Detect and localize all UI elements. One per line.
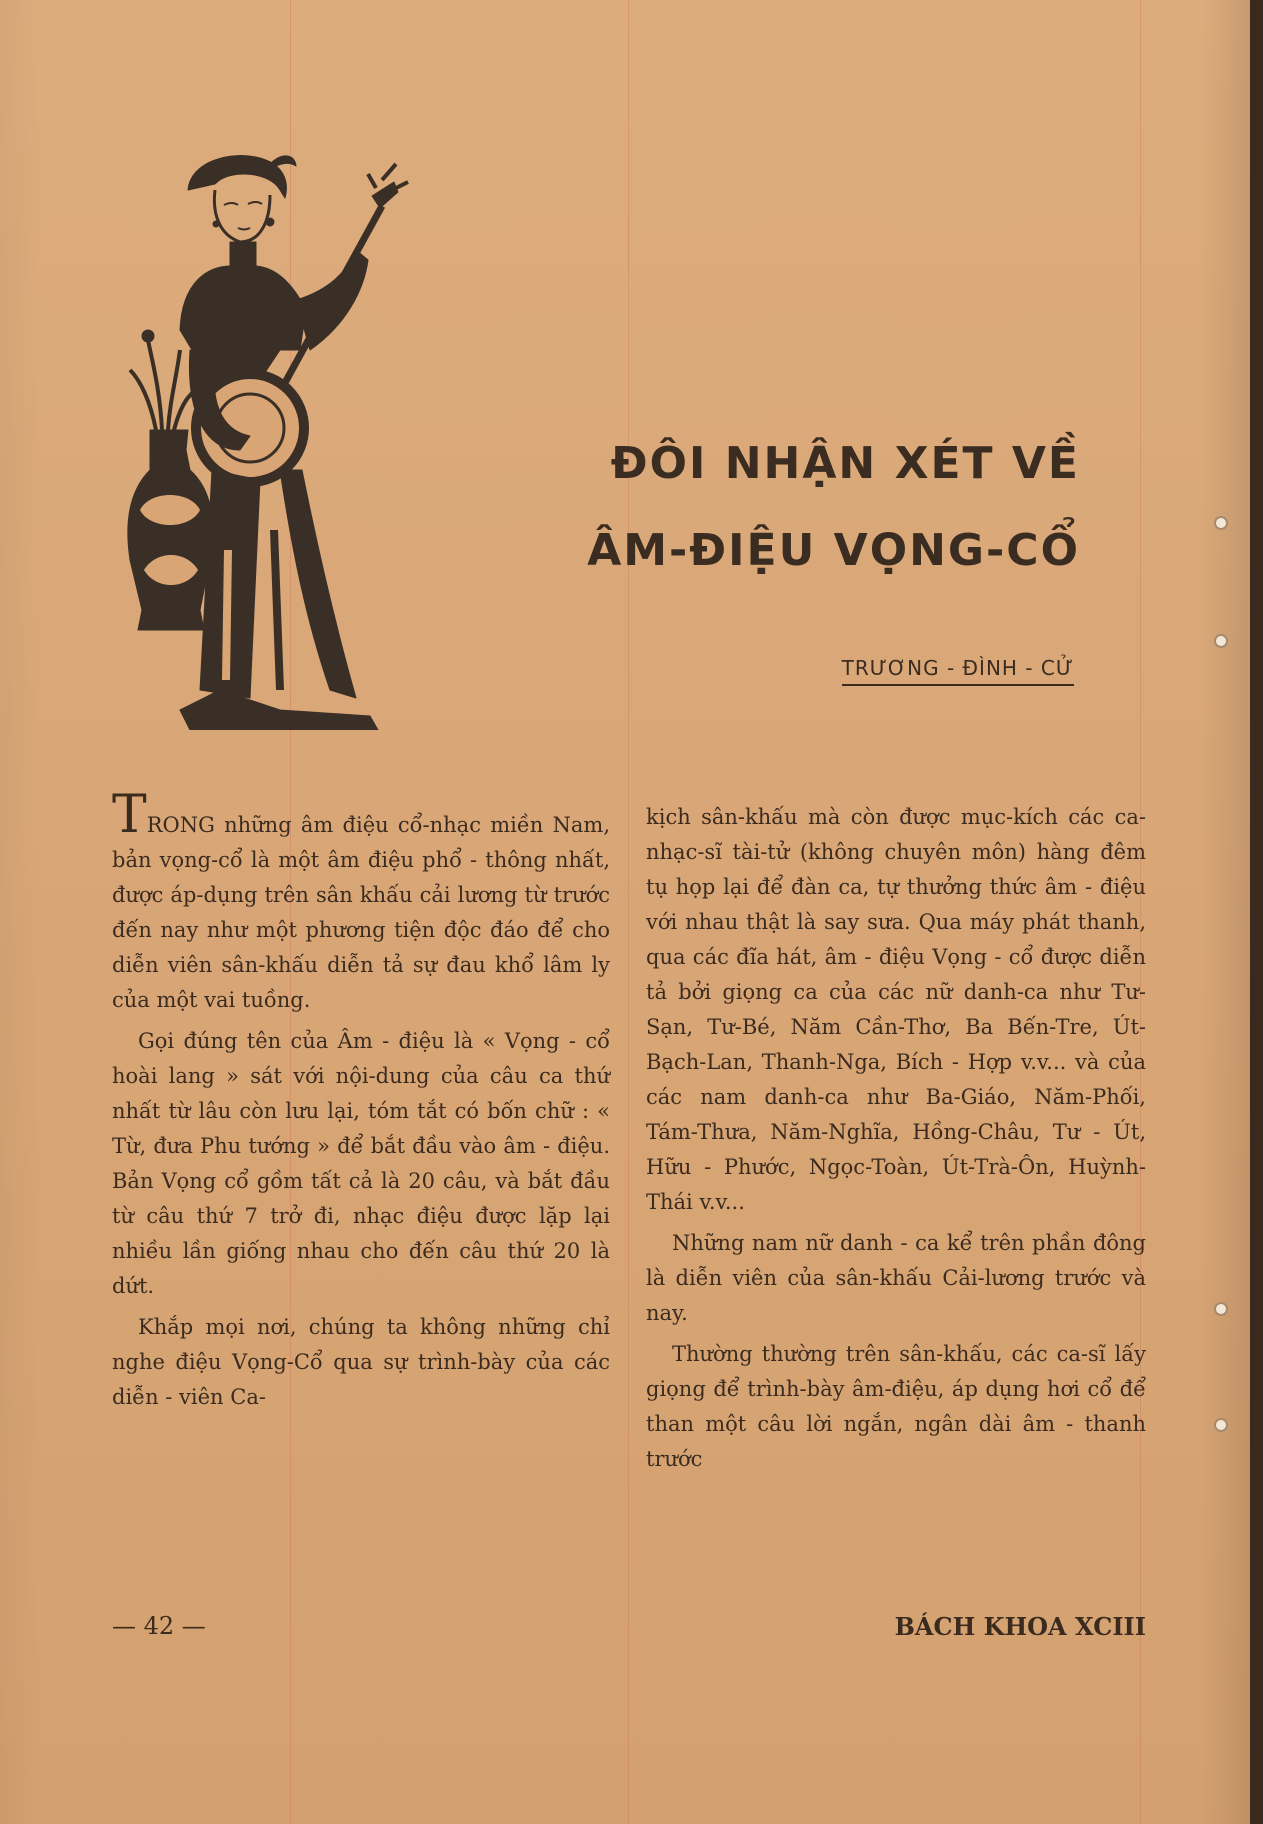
paragraph: Khắp mọi nơi, chúng ta không những chỉ nghe điệu Vọng-Cổ qua sự trình-bày của các diễn - viên Ca- <box>112 1315 610 1409</box>
right-column <box>646 800 1146 1483</box>
paragraph: Thường thường trên sân-khấu, các ca-sĩ lấy giọng để trình-bày âm-điệu, áp dụng hơi cổ để than một câu lời ngắn, ngân dài âm - thanh trước <box>646 1342 1146 1471</box>
binding-hole <box>1214 1302 1228 1316</box>
woman-playing-lute-illustration <box>120 150 440 730</box>
paragraph: Gọi đúng tên của Âm - điệu là « Vọng - cổ hoài lang » sát với nội-dung của câu ca thứ nhất từ lâu còn lưu lại, tóm tắt có bốn chữ : « Từ, đưa Phu tướng » để bắt đầu vào âm - điệu. Bản Vọng cổ gồm tất cả là 20 câu, và bắt đầu từ câu thứ 7 trở đi, nhạc điệu được lặp lại nhiều lần giống nhau cho đến câu thứ 20 là dứt. <box>112 1029 610 1298</box>
paragraph: Những nam nữ danh - ca kể trên phần đông là diễn viên của sân-khấu Cải-lương trước và nay. <box>646 1231 1146 1325</box>
magazine-issue: BÁCH KHOA XCIII <box>894 1612 1146 1641</box>
page-number: — 42 — <box>112 1612 206 1640</box>
article-title <box>560 430 1080 576</box>
paragraph-text: RONG những âm điệu cổ-nhạc miền Nam, bản vọng-cổ là một âm điệu phổ - thông nhất, được áp-dụng trên sân khấu cải lương từ trước đến nay như một phương tiện độc đáo để cho diễn viên sân-khấu diễn tả sự đau khổ lâm ly của một vai tuồng. <box>112 813 610 1012</box>
left-column <box>112 785 610 1421</box>
paper-fold-line <box>628 0 629 1824</box>
paragraph <box>112 785 610 1018</box>
binding-hole <box>1214 634 1228 648</box>
binding-hole <box>1214 1418 1228 1432</box>
binding-hole <box>1214 516 1228 530</box>
title-line-1: ĐÔI NHẬN XÉT VỀ <box>610 438 1080 489</box>
drop-cap: T <box>112 785 147 845</box>
title-line-2: ÂM-ĐIỆU VỌNG-CỔ <box>587 525 1080 576</box>
paragraph: kịch sân-khấu mà còn được mục-kích các ca-nhạc-sĩ tài-tử (không chuyên môn) hàng đêm tụ họp lại để đàn ca, tự thưởng thức âm - điệu với nhau thật là say sưa. Qua máy phát thanh, qua các đĩa hát, âm - điệu Vọng - cổ được diễn tả bởi giọng ca của các nữ danh-ca như Tư-Sạn, Tư-Bé, Năm Cần-Thơ, Ba Bến-Tre, Út-Bạch-Lan, Thanh-Nga, Bích - Hợp v.v... và của các nam danh-ca như Ba-Giáo, Năm-Phối, Tám-Thưa, Năm-Nghĩa, Hồng-Châu, Tư - Út, Hữu - Phước, Ngọc-Toàn, Út-Trà-Ôn, Huỳnh-Thái v.v... <box>646 805 1146 1214</box>
author-byline: TRƯƠNG - ĐÌNH - CỬ <box>842 656 1074 686</box>
